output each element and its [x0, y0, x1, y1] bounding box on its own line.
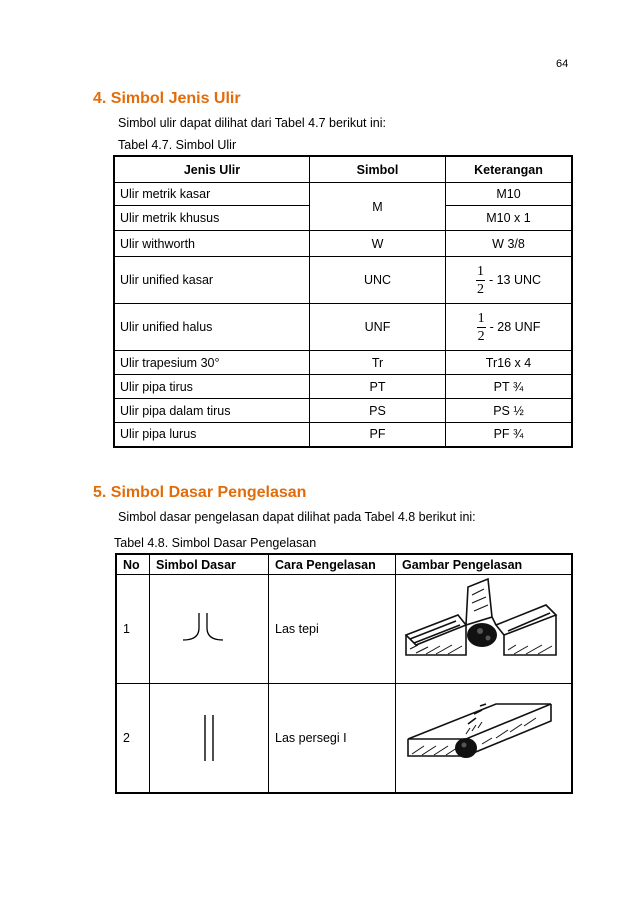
col-header-jenis: Jenis Ulir [114, 156, 310, 183]
cell-cara: Las persegi I [269, 684, 396, 794]
cell-cara: Las tepi [269, 575, 396, 684]
weld-symbol-table [115, 553, 573, 794]
col-header-no: No [116, 554, 150, 575]
col-header-simbol: Simbol [310, 156, 446, 183]
page-number: 64 [556, 58, 569, 70]
cell-simbol: UNF [310, 304, 446, 351]
cell-jenis: Ulir pipa lurus [114, 423, 310, 447]
cell-keterangan: M10 [446, 183, 573, 206]
cell-simbol: M [310, 183, 446, 231]
cell-keterangan: PT ¾ [446, 375, 573, 399]
table-row [114, 257, 572, 304]
table-row [114, 304, 572, 351]
cell-keterangan: M10 x 1 [446, 206, 573, 231]
table-row [116, 575, 572, 684]
cell-jenis: Ulir trapesium 30° [114, 351, 310, 375]
square-butt-weld-illustration-icon [396, 684, 566, 789]
cell-keterangan: PF ¾ [446, 423, 573, 447]
fraction-half: $\frac{1}{2}$ [476, 263, 484, 297]
table-row [114, 231, 572, 257]
cell-keterangan: $\frac{1}{2}$ - 13 UNC [446, 257, 573, 304]
table-header-row [114, 156, 572, 183]
cell-simbol: PT [310, 375, 446, 399]
cell-keterangan: W 3/8 [446, 231, 573, 257]
col-header-keterangan: Keterangan [446, 156, 573, 183]
table-row [114, 399, 572, 423]
cell-jenis: Ulir withworth [114, 231, 310, 257]
cell-gambar [396, 575, 573, 684]
cell-simbol: UNC [310, 257, 446, 304]
cell-gambar [396, 684, 573, 794]
cell-simbol: PS [310, 399, 446, 423]
edge-weld-illustration-icon [396, 575, 566, 680]
cell-no: 1 [116, 575, 150, 684]
col-header-gambar: Gambar Pengelasan [396, 554, 573, 575]
cell-jenis: Ulir pipa tirus [114, 375, 310, 399]
table-header-row [116, 554, 572, 575]
fraction-half: $\frac{1}{2}$ [477, 310, 485, 344]
cell-simbol: PF [310, 423, 446, 447]
cell-keterangan: $\frac{1}{2}$ - 28 UNF [446, 304, 573, 351]
table-4-8-caption: Tabel 4.8. Simbol Dasar Pengelasan [114, 536, 317, 550]
cell-no: 2 [116, 684, 150, 794]
cell-keterangan: PS ½ [446, 399, 573, 423]
cell-jenis: Ulir unified kasar [114, 257, 310, 304]
col-header-cara: Cara Pengelasan [269, 554, 396, 575]
square-butt-weld-symbol-icon [194, 711, 224, 763]
table-row [114, 183, 572, 206]
cell-keterangan: Tr16 x 4 [446, 351, 573, 375]
section-4-heading: 4. Simbol Jenis Ulir [93, 90, 241, 107]
cell-jenis: Ulir metrik kasar [114, 183, 310, 206]
table-row [114, 375, 572, 399]
cell-jenis: Ulir unified halus [114, 304, 310, 351]
cell-simbol: Tr [310, 351, 446, 375]
table-row [114, 423, 572, 447]
section-4-intro: Simbol ulir dapat dilihat dari Tabel 4.7 berikut ini: [118, 116, 386, 130]
table-row [116, 684, 572, 794]
thread-symbol-table [113, 155, 573, 448]
table-row [114, 351, 572, 375]
cell-simbol [150, 684, 269, 794]
cell-jenis: Ulir pipa dalam tirus [114, 399, 310, 423]
cell-simbol [150, 575, 269, 684]
cell-simbol: W [310, 231, 446, 257]
table-4-7-caption: Tabel 4.7. Simbol Ulir [118, 138, 237, 152]
section-5-intro: Simbol dasar pengelasan dapat dilihat pada Tabel 4.8 berikut ini: [118, 510, 476, 524]
section-5-heading: 5. Simbol Dasar Pengelasan [93, 484, 307, 501]
cell-jenis: Ulir metrik khusus [114, 206, 310, 231]
edge-weld-symbol-icon [179, 608, 239, 648]
col-header-simbol-dasar: Simbol Dasar [150, 554, 269, 575]
